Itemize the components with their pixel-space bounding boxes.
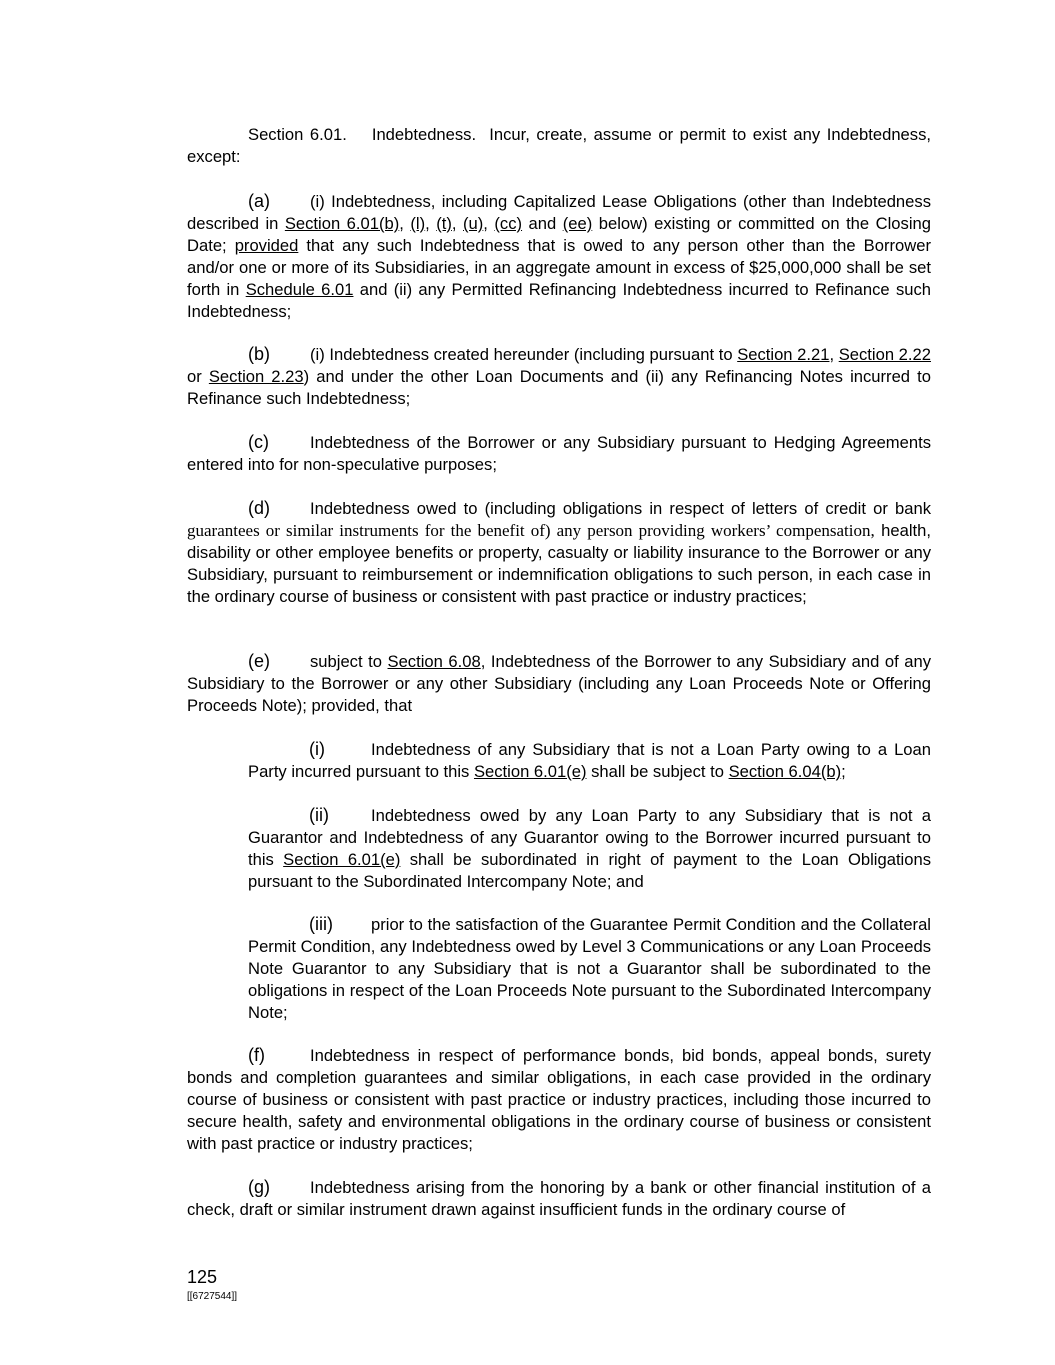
clause-label: (b) xyxy=(248,344,270,364)
cross-reference: Section 6.08 xyxy=(387,652,481,671)
cross-reference: Section 6.01(e) xyxy=(283,850,401,869)
section-heading-paragraph xyxy=(187,124,931,168)
clause-label: (e) xyxy=(248,651,270,671)
clause-e-ii: (ii) Indebtedness owed by any Loan Party to any Subsidiary that is not a Guarantor and Indebtedness of any Guarantor owing to the Borrower incurred pursuant to this Section 6.01(e) shall be subordinated in right of payment to the Loan Obligations pursuant to the Subordinated Intercompany Note; and xyxy=(248,805,931,891)
cross-reference: Section 6.01(e) xyxy=(473,762,587,781)
clause-e: (e) subject to Section 6.08, Indebtedness of the Borrower to any Subsidiary and of any Subsidiary to the Borrower or any other Subsidiary (including any Loan Proceeds Note or Offering Proceeds Note); provided, that xyxy=(187,651,931,715)
clause-label: (ii) xyxy=(309,805,329,825)
clause-label: (i) xyxy=(309,739,325,759)
clause-label: (iii) xyxy=(309,914,333,934)
cross-reference: (u) xyxy=(463,214,484,233)
page-number: 125 xyxy=(187,1267,218,1287)
cross-reference: (ee) xyxy=(562,214,593,233)
section-intro: Incur, create, assume or permit to exist any Indebtedness, except: xyxy=(187,125,931,166)
clause-e-iii: (iii) prior to the satisfaction of the Guarantee Permit Condition and the Collateral Permit Condition, any Indebtedness owed by Level 3 Communications or any Loan Proceeds Note Guarantor to any Subsidiary that is not a Guarantor shall be subordinated to the obligations in respect of the Loan Proceeds Note pursuant to the Subordinated Intercompany Note; xyxy=(248,914,931,1022)
cross-reference: (l) xyxy=(410,214,426,233)
clause-label: (g) xyxy=(248,1177,270,1197)
cross-reference: Section 6.04(b) xyxy=(728,762,842,781)
cross-reference: (cc) xyxy=(494,214,523,233)
clause-d: (d) Indebtedness owed to (including obligations in respect of letters of credit or bank guarantees or similar instruments for the benefit of) any person providing workers’ compensation, health, disability or other employee benefits or property, casualty or liability insurance to the Borrower or any Subsidiary, pursuant to reimbursement or indemnification obligations to such person, in each case in the ordinary course of business or consistent with past practice or industry practices; xyxy=(187,498,931,606)
clause-label: (a) xyxy=(248,191,270,211)
clause-label: (c) xyxy=(248,432,269,452)
cross-reference: Section 2.21 xyxy=(737,345,830,364)
cross-reference: (t) xyxy=(436,214,452,233)
clause-a: (a) (i) Indebtedness, including Capitalized Lease Obligations (other than Indebtedness described in Section 6.01(b), (l), (t), (u), (cc) and (ee) below) existing or committed on the Closing Date; provided that any such Indebtedness that is owed to any person other than the Borrower and/or one or more of its Subsidiaries, in an aggregate amount in excess of $25,000,000 shall be set forth in Schedule 6.01 and (ii) any Permitted Refinancing Indebtedness incurred to Refinance such Indebtedness; xyxy=(187,191,931,321)
clause-e-i: (i) Indebtedness of any Subsidiary that is not a Loan Party owing to a Loan Party incurred pursuant to this Section 6.01(e) shall be subject to Section 6.04(b); xyxy=(248,739,931,781)
section-number: Section 6.01. xyxy=(248,125,347,144)
cross-reference: Section 2.23 xyxy=(208,367,304,386)
cross-reference: Section 6.01(b) xyxy=(284,214,400,233)
cross-reference: Schedule 6.01 xyxy=(245,280,354,299)
clause-b: (b) (i) Indebtedness created hereunder (including pursuant to Section 2.21, Section 2.22 or Section 2.23) and under the other Loan Documents and (ii) any Refinancing Notes incurred to Refinance such Indebtedness; xyxy=(187,344,931,408)
clause-f: (f) Indebtedness in respect of performance bonds, bid bonds, appeal bonds, surety bonds and completion guarantees and similar obligations, in each case provided in the ordinary course of business or consistent with past practice or industry practices, including those incurred to secure health, safety and environmental obligations in the ordinary course of business or consistent with past practice or industry practices; xyxy=(187,1045,931,1153)
section-title: Indebtedness. xyxy=(371,125,477,144)
document-id: [[6727544]] xyxy=(187,1291,238,1302)
cross-reference: Section 2.22 xyxy=(838,345,931,364)
clause-label: (d) xyxy=(248,498,270,518)
clause-c: (c) Indebtedness of the Borrower or any Subsidiary pursuant to Hedging Agreements entered into for non-speculative purposes; xyxy=(187,432,931,474)
clause-g: (g) Indebtedness arising from the honoring by a bank or other financial institution of a check, draft or similar instrument drawn against insufficient funds in the ordinary course of xyxy=(187,1177,931,1219)
clause-label: (f) xyxy=(248,1045,265,1065)
defined-term: provided xyxy=(234,236,299,255)
